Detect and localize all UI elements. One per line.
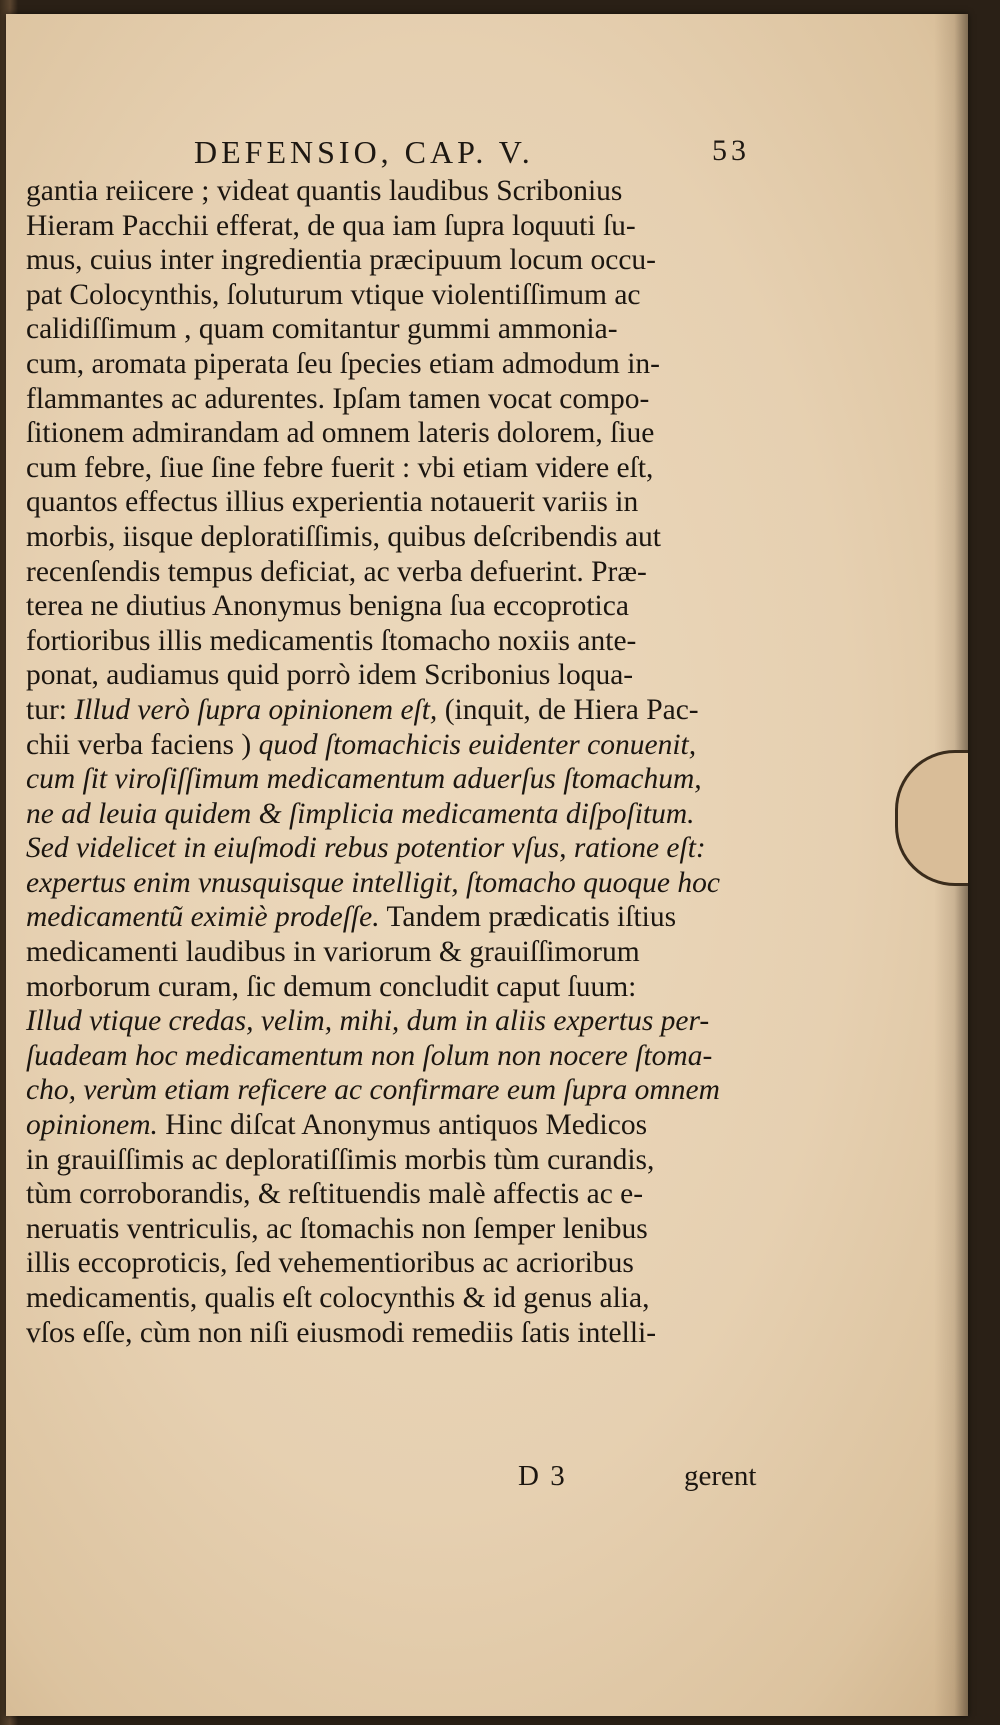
text-segment: Hieram Pacchii efferat, de qua iam ſupra loquuti ſu- <box>26 209 636 242</box>
text-line <box>26 485 771 520</box>
text-line <box>26 797 771 832</box>
text-line <box>26 831 771 866</box>
italic-quotation: ſuadeam hoc medicamentum non ſolum non nocere ſtoma- <box>26 1039 713 1072</box>
text-segment: calidiſſimum , quam comitantur gummi ammonia- <box>26 313 618 346</box>
text-line <box>26 209 771 244</box>
text-line <box>26 900 771 935</box>
text-line <box>26 1316 771 1351</box>
page-number: 53 <box>712 134 750 167</box>
text-line <box>26 1073 771 1108</box>
text-line <box>26 1177 771 1212</box>
text-segment: recenſendis tempus deficiat, ac verba defuerint. Præ- <box>26 555 647 588</box>
text-segment: medicamentis, qualis eſt colocynthis & id genus alia, <box>26 1282 650 1314</box>
text-line <box>26 347 771 382</box>
text-line <box>26 1143 771 1178</box>
text-line <box>26 312 771 347</box>
text-line <box>26 624 771 659</box>
text-segment: morbis, iisque deploratiſſimis, quibus deſcribendis aut <box>26 520 661 553</box>
text-segment: medicamenti laudibus in variorum & grauiſſimorum <box>26 936 640 969</box>
text-line <box>26 1039 771 1074</box>
text-line <box>26 1212 771 1247</box>
text-segment: illis eccoproticis, ſed vehementioribus ac acrioribus <box>26 1247 634 1280</box>
text-segment: tur: <box>26 693 75 726</box>
text-segment: ſitionem admirandam ad omnem lateris dolorem, ſiue <box>26 417 655 450</box>
signature-mark: D 3 <box>518 1460 567 1492</box>
text-line <box>26 555 771 590</box>
text-segment: gantia reiicere ; videat quantis laudibus Scribonius <box>26 175 623 207</box>
text-line <box>26 382 771 417</box>
catchword: gerent <box>684 1460 757 1492</box>
text-line <box>26 416 771 451</box>
text-line <box>26 174 771 209</box>
italic-quotation: cum ſit viroſiſſimum medicamentum aduerſus ſtomachum, <box>26 763 702 796</box>
body-text <box>26 174 771 1350</box>
text-segment: fortioribus illis medicamentis ſtomacho noxiis ante- <box>26 624 637 657</box>
italic-quotation: medicamentũ eximiè prodeſſe. <box>26 901 380 934</box>
text-line <box>26 1004 771 1039</box>
text-segment: quantos effectus illius experientia notauerit variis in <box>26 486 639 519</box>
text-line <box>26 520 771 555</box>
bookmark-tab <box>895 750 968 886</box>
italic-quotation: Sed videlicet in eiuſmodi rebus potentior vſus, ratione eſt: <box>26 832 706 865</box>
text-line <box>26 935 771 970</box>
text-segment: (inquit, de Hiera Pac- <box>437 693 699 726</box>
text-segment: vſos eſſe, cùm non niſi eiusmodi remediis ſatis intelli- <box>26 1316 657 1349</box>
text-line <box>26 1108 771 1143</box>
text-line <box>26 243 771 278</box>
text-segment: flammantes ac adurentes. Ipſam tamen vocat compo- <box>26 382 650 415</box>
text-segment: Tandem prædicatis iſtius <box>379 901 677 934</box>
text-segment: terea ne diutius Anonymus benigna ſua eccoprotica <box>26 590 629 623</box>
text-segment: morborum curam, ſic demum concludit caput ſuum: <box>26 970 637 1003</box>
text-segment: in grauiſſimis ac deploratiſſimis morbis tùm curandis, <box>26 1143 655 1176</box>
text-line <box>26 866 771 901</box>
italic-quotation: ne ad leuia quidem & ſimplicia medicamenta diſpoſitum. <box>26 797 695 830</box>
text-line <box>26 1246 771 1281</box>
text-line <box>26 728 771 763</box>
text-segment: chii verba faciens ) <box>26 728 259 761</box>
text-line <box>26 278 771 313</box>
text-segment: ponat, audiamus quid porrò idem Scribonius loqua- <box>26 659 634 692</box>
text-segment: pat Colocynthis, ſoluturum vtique violentiſſimum ac <box>26 278 641 311</box>
text-line <box>26 589 771 624</box>
text-line <box>26 693 771 728</box>
italic-quotation: expertus enim vnusquisque intelligit, ſtomacho quoque hoc <box>26 866 720 899</box>
italic-quotation: cho, verùm etiam reficere ac confirmare eum ſupra omnem <box>26 1074 720 1107</box>
text-segment: neruatis ventriculis, ac ſtomachis non ſemper lenibus <box>26 1212 648 1245</box>
text-segment: cum febre, ſiue ſine febre fuerit : vbi etiam videre eſt, <box>26 451 654 484</box>
text-segment: cum, aromata piperata ſeu ſpecies etiam admodum in- <box>26 347 661 380</box>
text-line <box>26 1281 771 1316</box>
italic-quotation: Illud verò ſupra opinionem eſt, <box>74 693 438 726</box>
text-segment: mus, cuius inter ingredientia præcipuum locum occu- <box>26 244 657 277</box>
italic-quotation: quod ſtomachicis euidenter conuenit, <box>258 728 697 761</box>
text-line <box>26 762 771 797</box>
italic-quotation: Illud vtique credas, velim, mihi, dum in aliis expertus per- <box>26 1005 710 1038</box>
running-head: DEFENSIO, CAP. V. <box>194 134 534 170</box>
text-line <box>26 658 771 693</box>
italic-quotation: opinionem. <box>26 1109 158 1142</box>
text-line <box>26 451 771 486</box>
text-segment: tùm corroborandis, & reſtituendis malè affectis ac e- <box>26 1178 644 1211</box>
text-line <box>26 970 771 1005</box>
text-segment: Hinc diſcat Anonymus antiquos Medicos <box>157 1109 648 1142</box>
paper-page <box>6 14 968 1716</box>
